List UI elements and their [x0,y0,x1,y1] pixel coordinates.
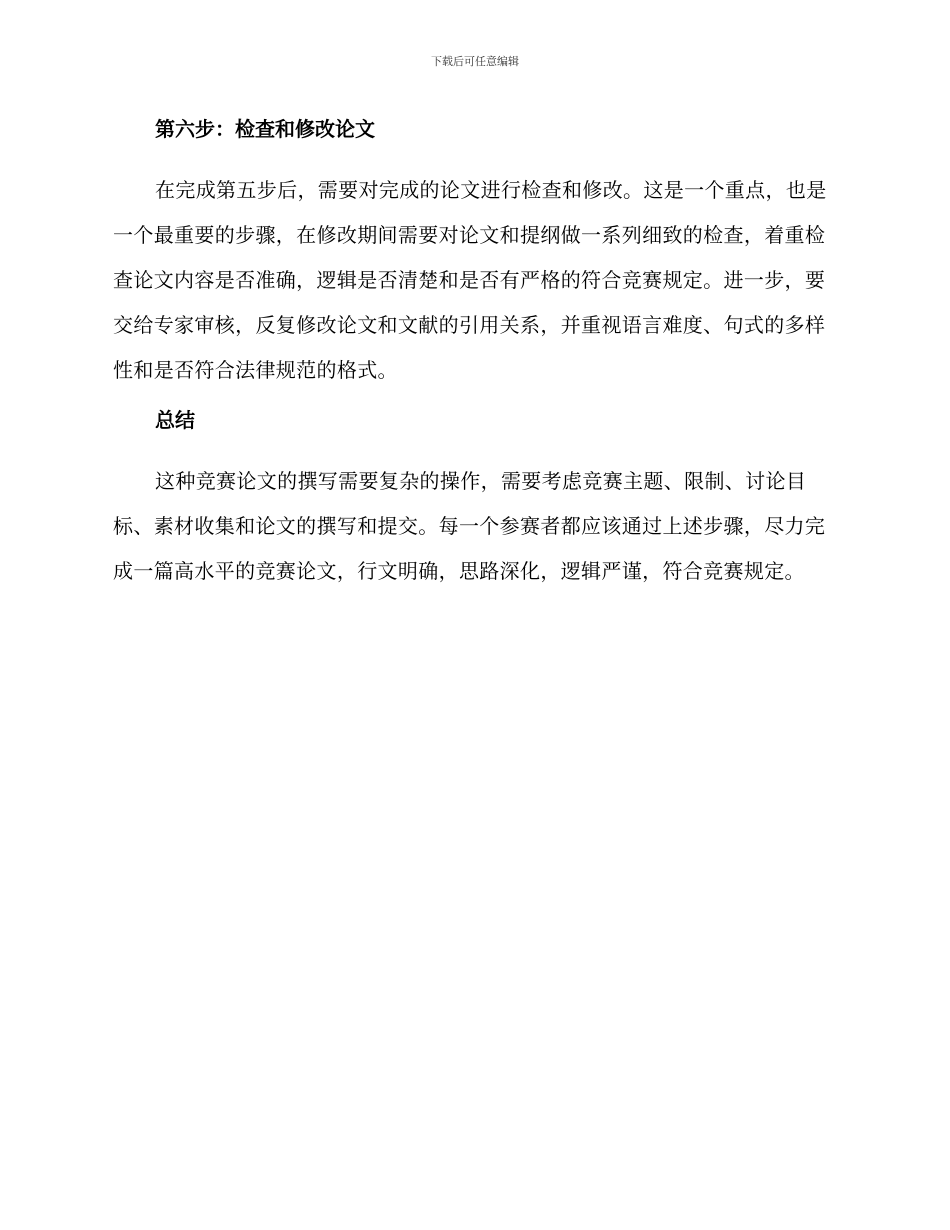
section-paragraph: 在完成第五步后，需要对完成的论文进行检查和修改。这是一个重点，也是一个最重要的步骤，在修改期间需要对论文和提纲做一系列细致的检查，着重检查论文内容是否准确，逻辑是否清楚和是否有严格的符合竞赛规定。进一步，要交给专家审核，反复修改论文和文献的引用关系，并重视语言难度、句式的多样性和是否符合法律规范的格式。 [113,178,827,382]
section-summary [113,403,831,594]
section-step-six [113,112,831,393]
page-header: 下载后可任意编辑 [431,55,519,68]
section-heading: 第六步：检查和修改论文 [155,117,375,141]
section-heading: 总结 [155,408,195,432]
section-paragraph: 这种竞赛论文的撰写需要复杂的操作，需要考虑竞赛主题、限制、讨论目标、素材收集和论文的撰写和提交。每一个参赛者都应该通过上述步骤，尽力完成一篇高水平的竞赛论文，行文明确，思路深化，逻辑严谨，符合竞赛规定。 [113,469,826,583]
document-body [113,112,831,604]
